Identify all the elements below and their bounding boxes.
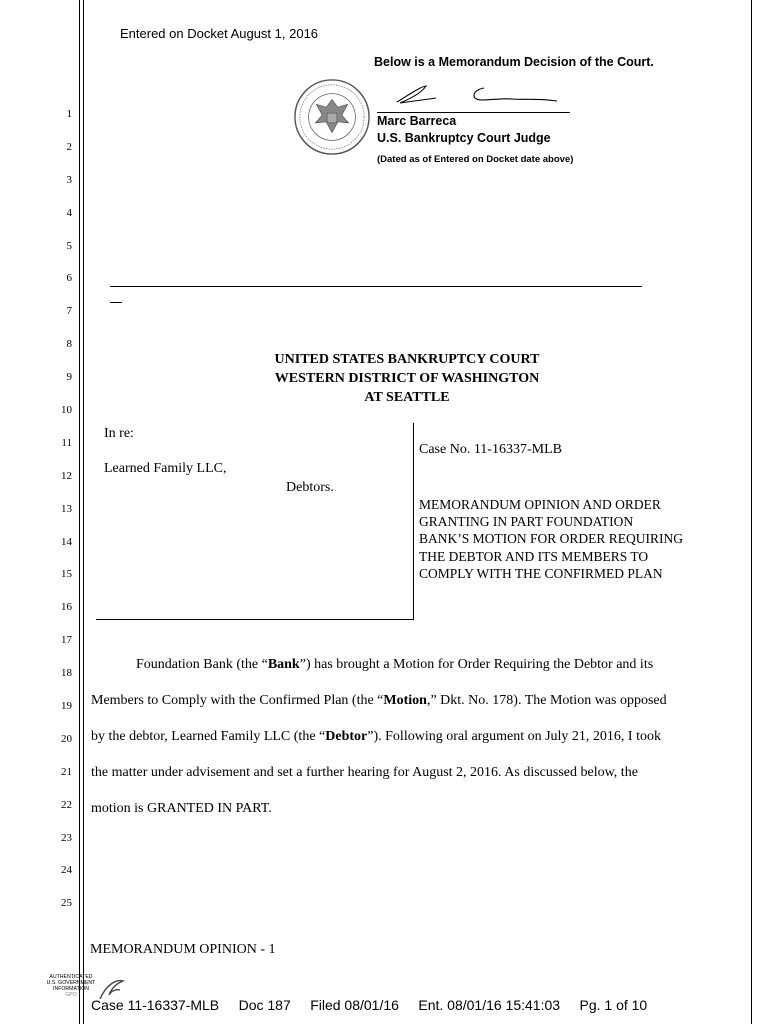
dated-note: (Dated as of Entered on Docket date above) bbox=[377, 154, 574, 165]
line-number: 13 bbox=[61, 503, 72, 515]
margin-rule-left-2 bbox=[83, 0, 84, 1024]
line-number: 19 bbox=[61, 700, 72, 712]
line-number: 20 bbox=[61, 733, 72, 745]
judge-signature bbox=[392, 82, 562, 108]
line-number: 1 bbox=[66, 108, 72, 120]
case-title bbox=[419, 496, 683, 582]
line-number: 3 bbox=[66, 174, 72, 186]
line-number: 15 bbox=[61, 568, 72, 580]
defined-term-motion: Motion bbox=[383, 693, 427, 708]
body-line-3: by the debtor, Learned Family LLC (the “Debtor”). Following oral argument on July 21, 2016, I took bbox=[91, 729, 661, 744]
line-number: 2 bbox=[66, 141, 72, 153]
line-number: 14 bbox=[61, 536, 72, 548]
defined-term-bank: Bank bbox=[267, 657, 300, 672]
page-label: MEMORANDUM OPINION - 1 bbox=[90, 942, 276, 957]
defined-term-debtor: Debtor bbox=[325, 729, 368, 744]
court-name-line-2: WESTERN DISTRICT OF WASHINGTON bbox=[274, 371, 540, 386]
caption-divider-vertical bbox=[413, 423, 414, 619]
case-footer: Case 11-16337-MLB Doc 187 Filed 08/01/16 Ent. 08/01/16 15:41:03 Pg. 1 of 10 bbox=[91, 997, 648, 1013]
signature-line bbox=[377, 112, 570, 113]
separator-dash-rule bbox=[110, 302, 122, 303]
separator-rule bbox=[110, 286, 642, 287]
line-number: 9 bbox=[66, 371, 72, 383]
line-number: 4 bbox=[66, 207, 72, 219]
margin-rule-right bbox=[751, 0, 752, 1024]
docket-entry: Entered on Docket August 1, 2016 bbox=[120, 26, 319, 41]
line-number: 25 bbox=[61, 897, 72, 909]
case-title-line: COMPLY WITH THE CONFIRMED PLAN bbox=[419, 565, 663, 581]
line-number: 22 bbox=[61, 799, 72, 811]
party-name: Learned Family LLC, bbox=[104, 461, 227, 476]
case-title-line: MEMORANDUM OPINION AND ORDER bbox=[419, 497, 661, 512]
line-number: 12 bbox=[61, 470, 72, 482]
line-number: 11 bbox=[61, 437, 72, 449]
caption-divider-horizontal bbox=[96, 619, 414, 620]
line-number: 16 bbox=[61, 601, 72, 613]
margin-rule-left-1 bbox=[79, 0, 80, 1024]
line-number: 23 bbox=[61, 832, 72, 844]
in-re: In re: bbox=[104, 426, 134, 441]
body-line-2: Members to Comply with the Confirmed Plan (the “Motion,” Dkt. No. 178). The Motion was opposed bbox=[91, 693, 667, 708]
memo-notice: Below is a Memorandum Decision of the Court. bbox=[374, 55, 654, 69]
judge-title: U.S. Bankruptcy Court Judge bbox=[377, 131, 551, 145]
line-number: 6 bbox=[66, 272, 72, 284]
case-title-line: THE DEBTOR AND ITS MEMBERS TO bbox=[419, 548, 649, 564]
court-name-line-3: AT SEATTLE bbox=[364, 390, 450, 405]
case-number: Case No. 11-16337-MLB bbox=[419, 442, 562, 457]
case-title-line: GRANTING IN PART FOUNDATION bbox=[419, 514, 634, 530]
line-number: 7 bbox=[66, 305, 72, 317]
body-line-5: motion is GRANTED IN PART. bbox=[91, 801, 272, 816]
line-number: 10 bbox=[61, 404, 72, 416]
line-number: 21 bbox=[61, 766, 72, 778]
line-number: 17 bbox=[61, 634, 72, 646]
body-line-4: the matter under advisement and set a further hearing for August 2, 2016. As discussed below, the bbox=[91, 765, 638, 780]
line-number: 18 bbox=[61, 667, 72, 679]
line-number: 8 bbox=[66, 338, 72, 350]
party-role: Debtors. bbox=[286, 480, 334, 495]
court-seal-icon bbox=[293, 78, 371, 156]
line-number: 5 bbox=[66, 240, 72, 252]
gpo-authentication-logo: AUTHENTICATED U.S. GOVERNMENT INFORMATION GPO bbox=[46, 974, 96, 998]
case-title-line: BANK’S MOTION FOR ORDER REQUIRING bbox=[419, 531, 684, 547]
court-name-line-1: UNITED STATES BANKRUPTCY COURT bbox=[274, 352, 540, 367]
body-line-1: Foundation Bank (the “Bank”) has brought a Motion for Order Requiring the Debtor and its bbox=[136, 657, 654, 672]
judge-name: Marc Barreca bbox=[377, 114, 457, 128]
line-number: 24 bbox=[61, 864, 72, 876]
